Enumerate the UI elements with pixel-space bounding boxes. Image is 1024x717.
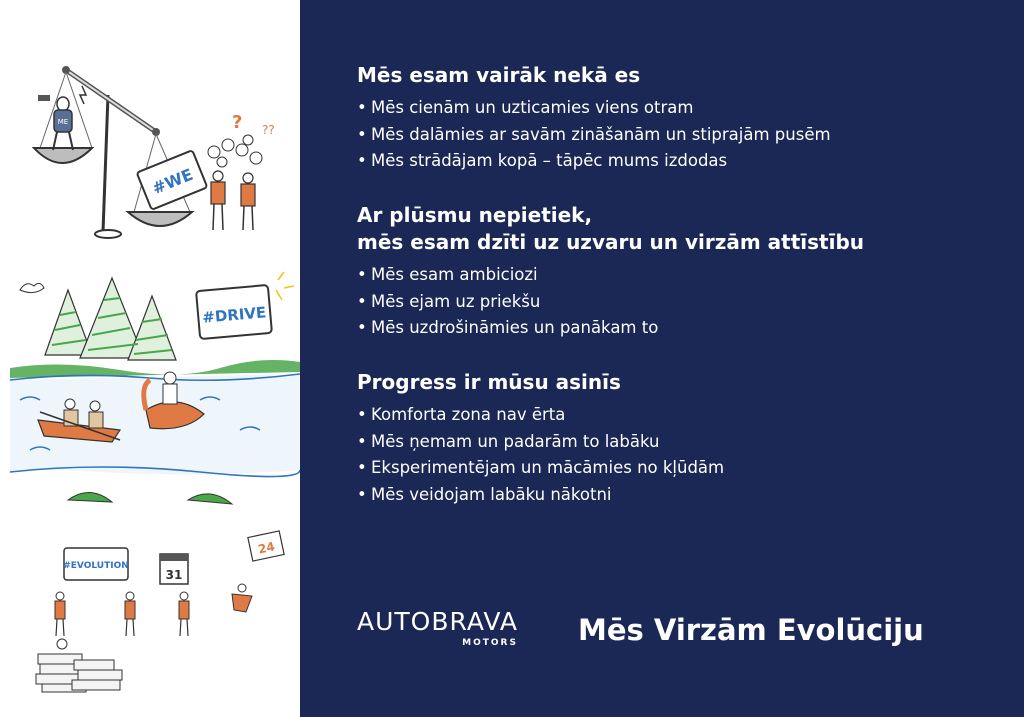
- section-title: Progress ir mūsu asinīs: [357, 370, 621, 394]
- we-sign-label: #WE: [149, 164, 196, 199]
- value-list: [357, 402, 1007, 508]
- values-panel: [300, 0, 1024, 717]
- brand-logo: [357, 608, 518, 648]
- list-item: • Mēs ejam uz priekšu: [357, 291, 541, 311]
- list-item: • Mēs dalāmies ar savām zināšanām un stiprajām pusēm: [357, 124, 831, 144]
- list-item: • Mēs esam ambiciozi: [357, 265, 538, 284]
- evolution-illustration: [36, 531, 284, 692]
- list-item: • Mēs uzdrošināmies un panākam to: [357, 318, 659, 337]
- value-section-evolution: [357, 369, 1007, 508]
- list-item: • Komforta zona nav ērta: [357, 405, 566, 424]
- section-title: Mēs esam vairāk nekā es: [357, 63, 641, 87]
- illustration-drawing: [0, 0, 300, 717]
- list-item: • Mēs ņemam un padarām to labāku: [357, 431, 660, 451]
- list-item: • Mēs cienām un uzticamies viens otram: [357, 98, 694, 117]
- balance-scale-illustration: [34, 66, 275, 238]
- river-forest-illustration: [9, 272, 300, 504]
- value-list: [357, 95, 1007, 175]
- list-item: • Mēs strādājam kopā – tāpēc mums izdodas: [357, 151, 728, 170]
- evolution-sign-label: #EVOLUTION: [63, 561, 129, 571]
- value-section-drive: [357, 202, 1007, 342]
- brand-subtitle: MOTORS: [462, 638, 518, 648]
- value-section-we: [357, 62, 1007, 175]
- slogan: Mēs Virzām Evolūciju: [578, 613, 924, 647]
- illustration-panel: [0, 0, 300, 717]
- list-item: • Mēs veidojam labāku nākotni: [357, 484, 612, 504]
- list-item: • Eksperimentējam un mācāmies no kļūdām: [357, 458, 725, 477]
- brand-name: AUTOBRAVA: [357, 607, 518, 636]
- calendar-number: 31: [165, 568, 183, 582]
- drive-sign-label: #DRIVE: [201, 303, 267, 327]
- svg-text:??: ??: [262, 123, 275, 137]
- svg-text:?: ?: [232, 112, 243, 133]
- section-title: Ar plūsmu nepietiek, mēs esam dzīti uz uzvaru un virzām attīstību: [357, 203, 865, 254]
- me-label: ME: [57, 118, 69, 126]
- sign-number: 24: [256, 539, 277, 557]
- value-list: [357, 262, 1007, 342]
